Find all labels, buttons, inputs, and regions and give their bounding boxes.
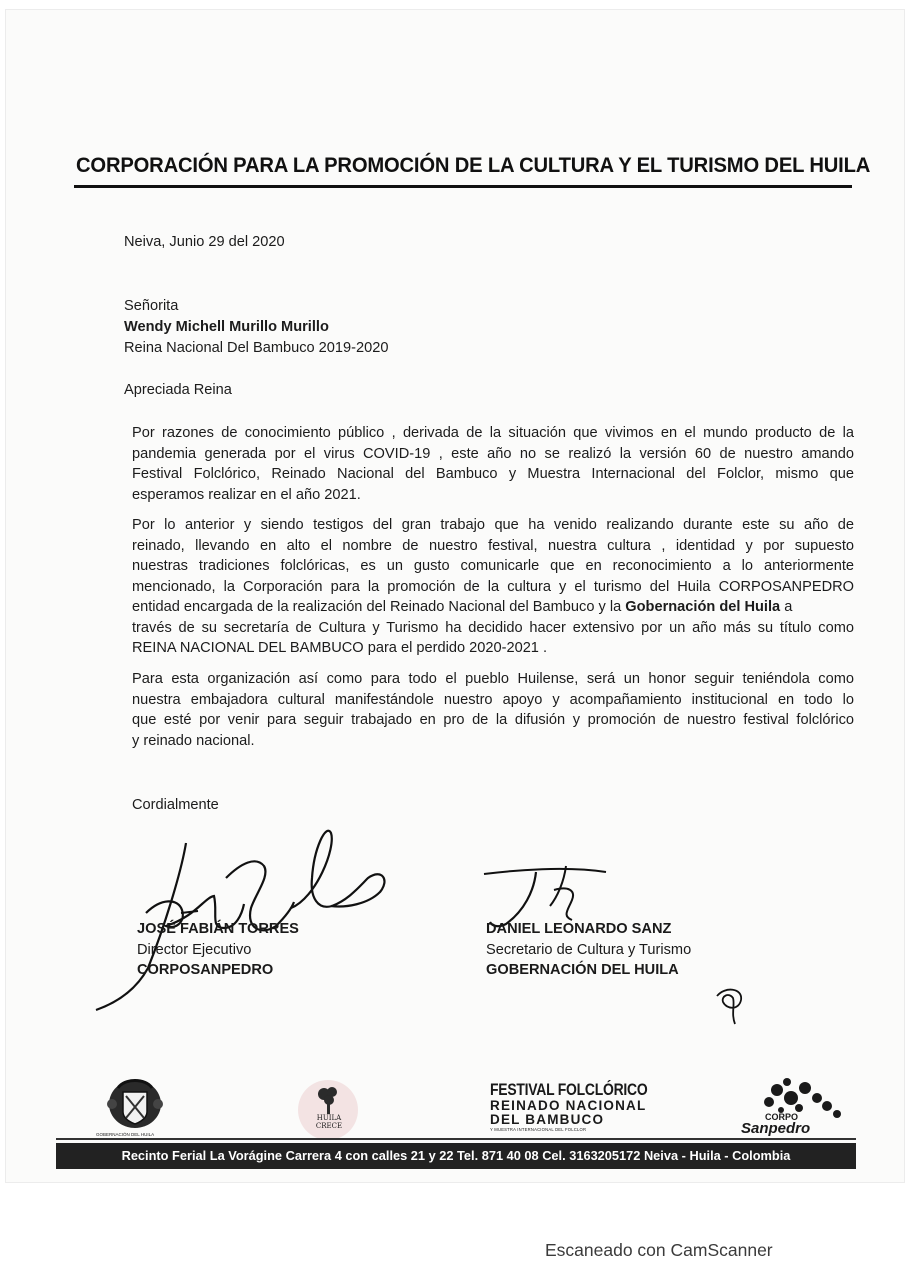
letterhead-title: CORPORACIÓN PARA LA PROMOCIÓN DE LA CULTURA Y EL TURISMO DEL HUILA (76, 153, 871, 177)
gobernacion-caption: GOBERNACIÓN DEL HUILA (96, 1132, 155, 1137)
signatory-2 (486, 919, 691, 981)
corposanpedro-top-text: CORPO (765, 1112, 799, 1122)
letterhead-rule (74, 185, 852, 188)
paragraph-line: nuestra embajadora cultural manifestándole nuestro apoyo y acompañamiento institucional en todo lo (132, 691, 854, 708)
paragraph-line: y reinado nacional. (132, 732, 255, 749)
paragraph-line: través de su secretaría de Cultura y Turismo ha decidido hacer extensivo por un año más su título como (132, 619, 854, 636)
footer-address-bar: Recinto Ferial La Vorágine Carrera 4 con calles 21 y 22 Tel. 871 40 08 Cel. 3163205172 Neiva - Huila - Colombia (56, 1143, 856, 1169)
festival-line-2: REINADO NACIONAL (490, 1098, 647, 1113)
corposanpedro-logo (741, 1076, 853, 1140)
paragraph-line: pandemia generada por el virus COVID-19 , este año no se realizó la versión 60 de nuestro amando (132, 445, 854, 462)
recipient-name: Wendy Michell Murillo Murillo (124, 319, 329, 335)
paragraph-line: reinado, llevando en alto el nombre de nuestro festival, nuestra cultura , identidad y por supuesto (132, 537, 854, 554)
text-run: a (780, 599, 793, 615)
paragraph-line: nuestras tradiciones folclóricas, es un gusto comunicarle que en reconocimiento a lo anteriormente (132, 558, 854, 574)
closing: Cordialmente (132, 797, 219, 813)
paragraph-1 (132, 423, 854, 505)
emphasis-gobernacion: Gobernación del Huila (625, 599, 781, 615)
tree-icon (296, 1078, 360, 1142)
gobernacion-huila-logo (96, 1074, 174, 1138)
signatory-title: Secretario de Cultura y Turismo (486, 941, 692, 958)
greeting: Apreciada Reina (124, 382, 232, 398)
paragraph-2 (132, 515, 854, 659)
corposanpedro-bottom-text: Sanpedro (741, 1120, 811, 1137)
text-run: entidad encargada de la realización del Reinado Nacional del Bambuco y la (132, 599, 626, 615)
paragraph-line: Por razones de conocimiento público , derivada de la situación que vivimos en el mundo producto de la (132, 425, 854, 441)
signature-jose-fabian-torres (86, 818, 406, 1018)
paragraph-line: Para esta organización así como para todo el pueblo Huilense, será un honor seguir teniéndola como (132, 671, 854, 687)
paragraph-line: mencionado, la Corporación para la promoción de la cultura y el turismo del Huila CORPOSANPEDRO (132, 578, 854, 595)
paragraph-line: Por lo anterior y siendo testigos del gran trabajo que ha venido realizando durante este su año de (132, 517, 854, 533)
paragraph-3 (132, 669, 854, 751)
paragraph-line: REINA NACIONAL DEL BAMBUCO para el perdido 2020-2021 . (132, 640, 548, 656)
camscanner-watermark: Escaneado con CamScanner (545, 1240, 773, 1260)
scanned-page (6, 10, 904, 1182)
signatory-organization: GOBERNACIÓN DEL HUILA (486, 962, 679, 978)
paragraph-line: que esté por venir para seguir trabajado en pro de la difusión y promoción de nuestro festival folclórico (132, 712, 854, 728)
signatory-title: Director Ejecutivo (137, 941, 252, 958)
salutation-title: Señorita (124, 298, 179, 314)
huila-crece-logo (296, 1078, 360, 1142)
festival-line-4: Y MUESTRA INTERNACIONAL DEL FOLCLOR (490, 1127, 587, 1132)
footer-rule (56, 1138, 856, 1140)
huila-crece-text: HUILA CRECE (315, 1114, 343, 1130)
signatory-organization: CORPOSANPEDRO (137, 962, 274, 978)
festival-line-1: FESTIVAL FOLCLÓRICO (490, 1080, 648, 1099)
paragraph-line: Festival Folclórico, Reinado Nacional del Bambuco y Muestra Internacional del Folclor, mismo que (132, 466, 854, 482)
initials-mark (711, 984, 751, 1028)
paragraph-line (132, 597, 854, 618)
signatory-name: JOSÉ FABIÁN TORRES (137, 921, 299, 937)
signatory-1 (137, 919, 299, 981)
paragraph-line: esperamos realizar en el año 2021. (132, 486, 361, 503)
signatory-name: DANIEL LEONARDO SANZ (486, 921, 672, 937)
letter-date: Neiva, Junio 29 del 2020 (124, 234, 285, 250)
recipient-role: Reina Nacional Del Bambuco 2019-2020 (124, 340, 389, 356)
coat-of-arms-icon (96, 1074, 174, 1130)
festival-folclorico-logo (490, 1080, 648, 1133)
festival-line-3: DEL BAMBUCO (490, 1112, 605, 1127)
